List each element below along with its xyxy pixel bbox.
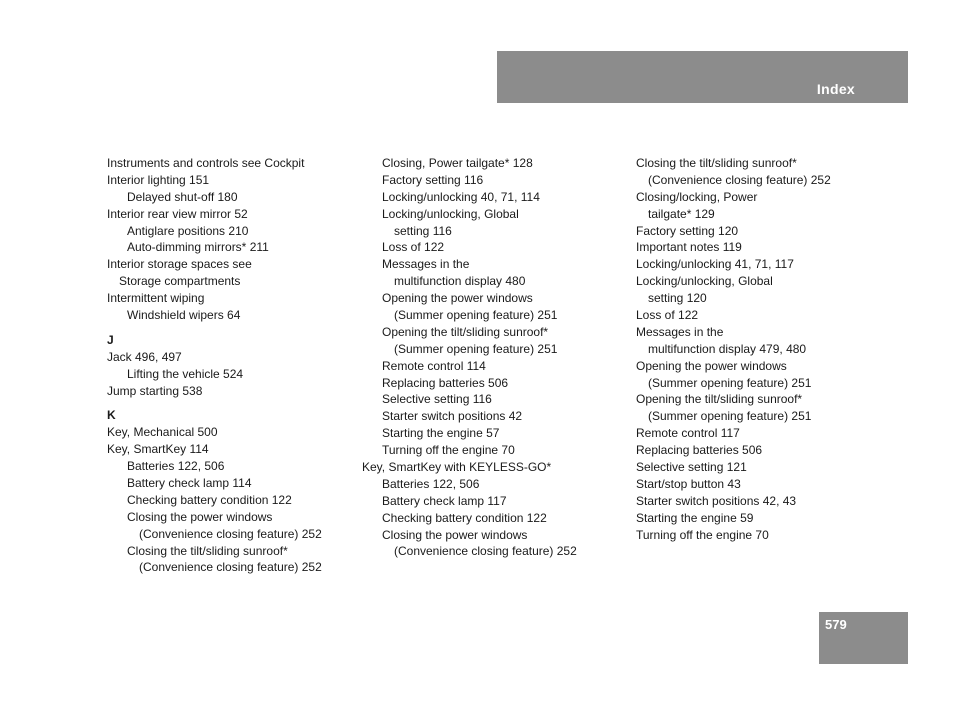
index-subentry: (Convenience closing feature) 252 (394, 544, 577, 559)
index-subentry: Windshield wipers 64 (127, 308, 241, 323)
index-entry: Starting the engine 59 (636, 510, 754, 525)
index-subentry: (Summer opening feature) 251 (648, 409, 812, 424)
index-entry: Turning off the engine 70 (636, 527, 769, 542)
index-subentry: (Summer opening feature) 251 (394, 341, 558, 356)
index-subentry: Closing, Power tailgate* 128 (382, 156, 533, 170)
index-subentry: Auto-dimming mirrors* 211 (127, 240, 269, 255)
index-entry: Key, SmartKey 114 (107, 442, 209, 457)
index-entry: Closing the tilt/sliding sunroof* (636, 156, 797, 170)
index-subentry: Closing the power windows (382, 527, 528, 542)
index-subentry: multifunction display 480 (394, 274, 526, 289)
index-subentry: Opening the power windows (382, 291, 533, 306)
index-entry: Intermittent wiping (107, 291, 205, 306)
index-subentry: Starter switch positions 42 (382, 409, 523, 424)
index-subentry: Delayed shut-off 180 (127, 189, 238, 204)
index-entry: Interior rear view mirror 52 (107, 206, 248, 221)
index-subentry: (Convenience closing feature) 252 (648, 172, 831, 187)
index-section-letter: K (107, 408, 116, 423)
index-subentry: Remote control 114 (382, 358, 486, 373)
index-entry: Locking/unlocking 41, 71, 117 (636, 257, 794, 272)
index-subentry: (Summer opening feature) 251 (394, 308, 558, 323)
index-subentry: (Convenience closing feature) 252 (139, 560, 322, 575)
index-entry: Jump starting 538 (107, 383, 203, 398)
index-column-1 (107, 155, 352, 576)
index-subentry: Loss of 122 (382, 240, 445, 255)
header-bar (497, 51, 908, 103)
index-entry: Interior lighting 151 (107, 172, 210, 187)
index-subentry: Batteries 122, 506 (127, 459, 225, 474)
index-subentry: Closing the tilt/sliding sunroof* (127, 543, 288, 558)
index-entry: Starter switch positions 42, 43 (636, 493, 797, 508)
index-subentry: Factory setting 116 (382, 172, 484, 187)
index-entry: Messages in the (636, 324, 724, 339)
index-subentry: Battery check lamp 117 (382, 493, 507, 508)
index-entry: Selective setting 121 (636, 460, 747, 475)
index-entry: Key, SmartKey with KEYLESS-GO* (362, 460, 552, 475)
index-subentry: Opening the tilt/sliding sunroof* (382, 324, 549, 339)
index-section-letter: J (107, 332, 114, 347)
index-entry: Key, Mechanical 500 (107, 425, 218, 440)
index-subentry: Closing the power windows (127, 509, 273, 524)
index-entry: Interior storage spaces see (107, 257, 252, 272)
page-number: 579 (825, 617, 847, 632)
index-subentry: Turning off the engine 70 (382, 443, 515, 458)
index-subentry: Battery check lamp 114 (127, 476, 252, 491)
index-subentry: (Convenience closing feature) 252 (139, 526, 322, 541)
index-subentry: Starting the engine 57 (382, 426, 500, 441)
index-entry: Opening the power windows (636, 358, 787, 373)
index-subentry: Replacing batteries 506 (382, 375, 509, 390)
index-entry: Locking/unlocking, Global (636, 274, 773, 289)
index-subentry: multifunction display 479, 480 (648, 341, 807, 356)
index-column-3 (636, 155, 886, 543)
index-entry: Opening the tilt/sliding sunroof* (636, 392, 803, 407)
page-number-box (819, 612, 908, 664)
index-entry: Start/stop button 43 (636, 476, 741, 491)
index-subentry: Checking battery condition 122 (127, 492, 292, 507)
index-subentry: Antiglare positions 210 (127, 223, 249, 238)
index-subentry: (Summer opening feature) 251 (648, 375, 812, 390)
index-entry: Replacing batteries 506 (636, 443, 763, 458)
index-subentry: Locking/unlocking, Global (382, 206, 519, 221)
index-entry: Jack 496, 497 (107, 349, 182, 364)
index-subentry: Batteries 122, 506 (382, 476, 480, 491)
index-subentry: Locking/unlocking 40, 71, 114 (382, 189, 540, 204)
page-title: Index (816, 81, 855, 97)
index-subentry: Checking battery condition 122 (382, 510, 547, 525)
index-entry: Factory setting 120 (636, 223, 739, 238)
index-subentry: Messages in the (382, 257, 470, 272)
index-entry: Loss of 122 (636, 308, 699, 323)
index-subentry: setting 116 (394, 223, 452, 238)
index-entry: Important notes 119 (636, 240, 742, 255)
index-subentry: Storage compartments (119, 274, 241, 289)
index-subentry: Lifting the vehicle 524 (127, 366, 244, 381)
index-entry: Remote control 117 (636, 426, 740, 441)
index-entry: Closing/locking, Power (636, 189, 758, 204)
index-subentry: Selective setting 116 (382, 392, 492, 407)
index-entry: Instruments and controls see Cockpit (107, 156, 305, 170)
index-column-2 (362, 155, 607, 560)
index-subentry: setting 120 (648, 291, 707, 306)
index-subentry: tailgate* 129 (648, 206, 715, 221)
